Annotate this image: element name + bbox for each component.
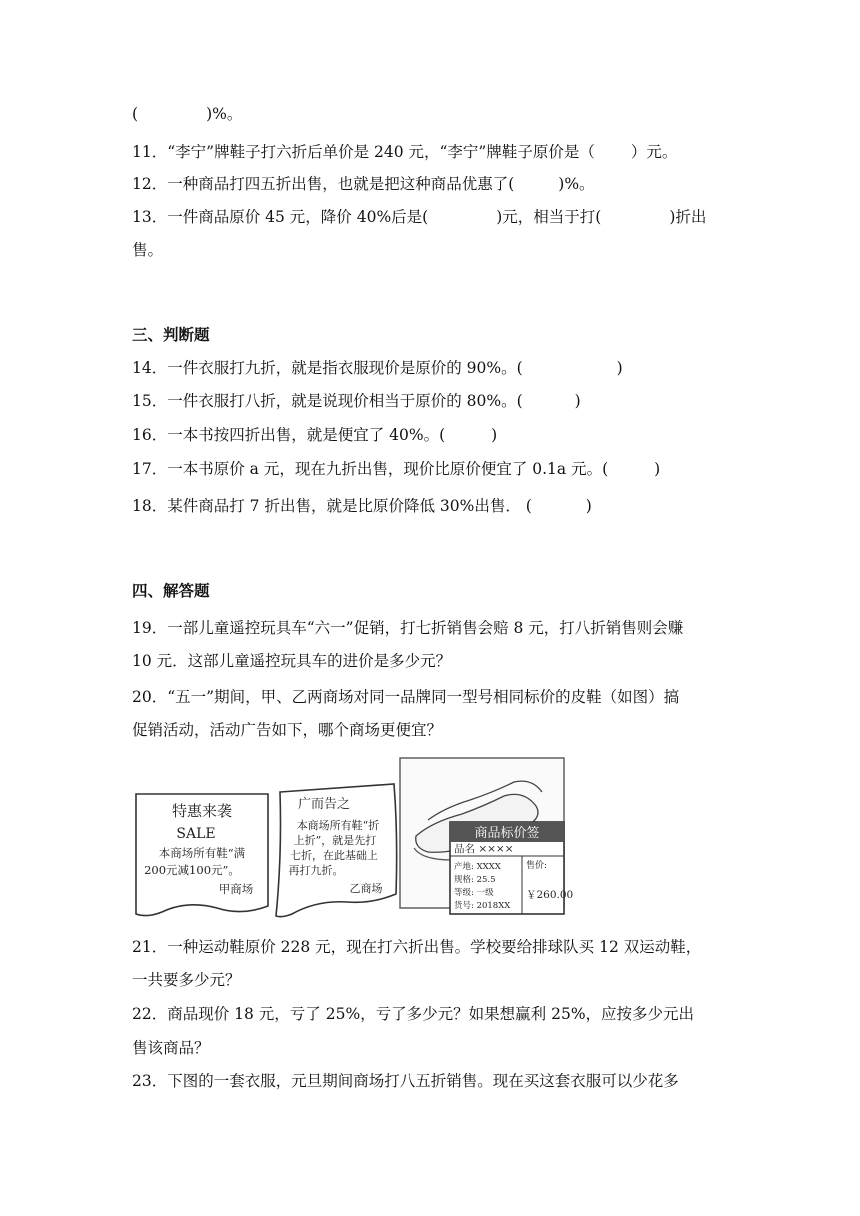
price-tag-grade: 等级: 一级 [454,888,494,898]
price-tag-title: 商品标价签 [474,826,540,841]
ad-a-line2: 200元减100元”。 [144,863,240,877]
question-23-line1: 23．下图的一套衣服，元旦期间商场打八五折销售。现在买这套衣服可以少花多 [132,1072,679,1090]
question-17: 17．一本书原价 a 元，现在九折出售，现价比原价便宜了 0.1a 元。( ) [132,460,661,478]
question-13-line2: 售。 [132,241,164,259]
question-20-line2: 促销活动，活动广告如下，哪个商场更便宜？ [132,721,443,739]
question-12: 12．一种商品打四五折出售，也就是把这种商品优惠了( )%。 [132,175,595,193]
promotion-figure [132,756,582,924]
ad-b-title: 广而告之 [297,797,351,812]
ad-b-line2: 上折”，就是先打 [293,834,377,847]
ad-a-line1: 本商场所有鞋“满 [158,846,246,860]
question-19-line2: 10 元．这部儿童遥控玩具车的进价是多少元？ [132,652,452,670]
question-20-line1: 20．“五一”期间，甲、乙两商场对同一品牌同一型号相同标价的皮鞋（如图）搞 [132,688,680,706]
question-18: 18．某件商品打 7 折出售，就是比原价降低 30%出售． ( ) [132,497,592,515]
ad-a-sale: SALE [176,826,216,842]
question-22-line2: 售该商品？ [132,1039,210,1057]
ad-b-line3: 七折，在此基础上 [290,849,378,862]
price-tag-price-label: 售价: [526,861,548,871]
question-21-line1: 21．一种运动鞋原价 228 元，现在打六折出售。学校要给排球队买 12 双运动鞋， [132,938,702,956]
q10-tail: ( )%。 [132,105,243,123]
ad-b-line4: 再打九折。 [288,864,344,877]
ad-a-store: 甲商场 [218,882,254,896]
price-tag-name: 品名 ×××× [454,843,514,855]
question-15: 15．一件衣服打八折，就是说现价相当于原价的 80%。( ) [132,392,581,410]
price-tag-size: 规格: 25.5 [454,875,496,885]
question-16: 16．一本书按四折出售，就是便宜了 40%。( ) [132,426,498,444]
price-tag-price: ￥260.00 [526,889,574,901]
ad-b-line1: 本商场所有鞋“折 [296,819,380,832]
ad-b-store: 乙商场 [349,882,383,895]
question-14: 14．一件衣服打九折，就是指衣服现价是原价的 90%。( ) [132,359,623,377]
ad-store-a [136,794,268,916]
ad-a-title: 特惠来袭 [171,802,233,820]
section-3-title: 三、判断题 [132,325,210,344]
question-11: 11．“李宁”牌鞋子打六折后单价是 240 元，“李宁”牌鞋子原价是（ ）元。 [132,143,678,161]
question-21-line2: 一共要多少元？ [132,971,241,989]
ad-store-b [276,784,397,917]
question-13: 13．一件商品原价 45 元，降价 40%后是( )元，相当于打( )折出 [132,208,707,226]
question-22-line1: 22．商品现价 18 元，亏了 25%，亏了多少元？如果想赢利 25%，应按多少元出 [132,1005,695,1023]
question-19-line1: 19．一部儿童遥控玩具车“六一”促销，打七折销售会赔 8 元，打八折销售则会赚 [132,619,684,637]
section-4-title: 四、解答题 [132,581,210,600]
price-tag-origin: 产地: XXXX [454,862,501,872]
price-tag [450,822,573,914]
price-tag-code: 货号: 2018XX [454,901,511,911]
